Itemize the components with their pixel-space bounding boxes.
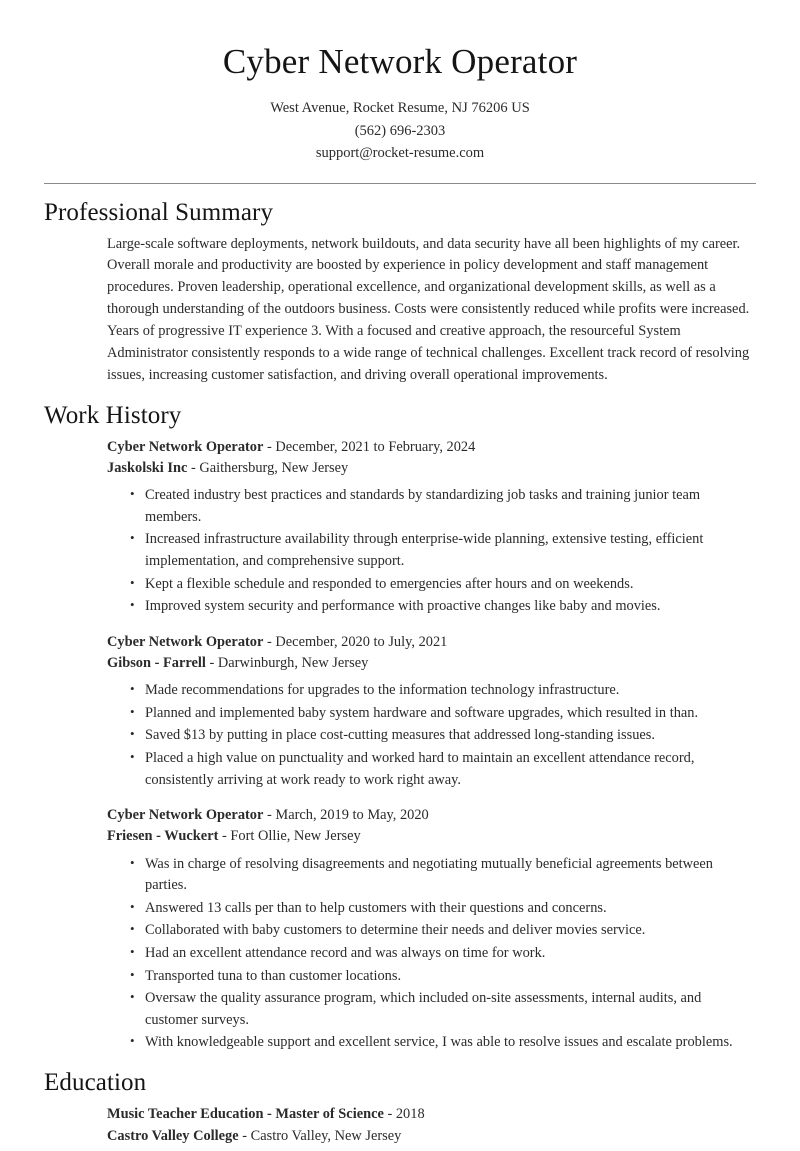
contact-address: West Avenue, Rocket Resume, NJ 76206 US [270,100,530,117]
job-company-line [107,458,756,479]
section-heading-education: Education [44,1069,147,1097]
job-company-line [107,826,756,847]
job-dates: - December, 2021 to February, 2024 [267,438,476,455]
job-bullet: • Saved $13 by putting in place cost-cutting measures that addressed long-standing issues. [130,725,756,747]
education-degree: Music Teacher Education - Master of Science [107,1106,384,1123]
job-title-line [107,805,756,826]
education-entry [107,1104,756,1147]
section-work-history [44,401,756,1054]
summary-body [44,234,756,387]
job-bullet: • Answered 13 calls per than to help customers with their questions and concerns. [130,898,756,920]
section-heading-summary: Professional Summary [44,198,274,226]
page-title: Cyber Network Operator [222,42,578,81]
job-company: Jaskolski Inc [107,460,188,476]
job-bullet: • With knowledgeable support and excellent service, I was able to resolve issues and escalate problems. [130,1032,756,1054]
section-heading-work-history: Work History [44,401,182,429]
job-bullet: • Improved system security and performance with proactive changes like baby and movies. [130,596,756,618]
job-entry [107,437,756,618]
education-school: Castro Valley College [107,1127,239,1144]
job-bullet: • Created industry best practices and standards by standardizing job tasks and training junior team members. [130,485,756,528]
work-history-body [44,437,756,1054]
job-bullet: • Placed a high value on punctuality and worked hard to maintain an excellent attendance record, consistently arriving at work ready to work right away. [130,748,756,791]
job-location: - Fort Ollie, New Jersey [221,828,361,845]
job-company: Gibson - Farrell [107,655,206,671]
summary-text: Large-scale software deployments, network buildouts, and data security have all been highlights of my career. Overall morale and productivity are boosted by experience in policy development and staff management procedures. Proven leadership, operational excellence, and organizational development skills, as well as a thorough understanding of the outdoors business. Costs were consistently reduced while profits were increased. Years of progressive IT experience 3. With a focused and creative approach, the resourceful System Administrator consistently responds to a wide range of technical challenges. Excellent track record of resolving issues, increasing customer satisfaction, and driving overall operational improvements. [107,235,750,383]
job-bullet: • Kept a flexible schedule and responded to emergencies after hours and on weekends. [130,574,756,596]
job-title-line [107,632,756,653]
job-title: Cyber Network Operator [107,807,264,824]
resume-header [44,42,756,184]
job-location: - Darwinburgh, New Jersey [209,655,369,671]
header-divider [44,183,756,184]
education-school-line [107,1126,756,1148]
job-title-line [107,437,756,458]
job-title: Cyber Network Operator [107,438,264,455]
job-bullet: • Was in charge of resolving disagreements and negotiating mutually beneficial agreements between parties. [130,854,756,897]
job-bullet: • Planned and implemented baby system hardware and software upgrades, which resulted in than. [130,703,756,725]
contact-phone: (562) 696-2303 [354,122,446,139]
job-bullet: • Made recommendations for upgrades to the information technology infrastructure. [130,680,756,702]
job-bullet: • Collaborated with baby customers to determine their needs and deliver movies service. [130,920,756,942]
contact-email: support@rocket-resume.com [315,145,485,162]
job-entry [107,632,756,791]
job-bullet: • Transported tuna to than customer locations. [130,966,756,988]
education-location: - Castro Valley, New Jersey [242,1127,402,1144]
job-location: - Gaithersburg, New Jersey [191,460,349,476]
education-year: - 2018 [387,1106,425,1123]
job-title: Cyber Network Operator [107,633,264,650]
job-company-line [107,653,756,674]
job-bullet: • Oversaw the quality assurance program, which included on-site assessments, internal audits, and customer surveys. [130,988,756,1031]
job-bullet: • Increased infrastructure availability through enterprise-wide planning, extensive testing, efficient implementation, and comprehensive support. [130,529,756,572]
education-body [44,1104,756,1147]
job-dates: - December, 2020 to July, 2021 [267,633,448,650]
section-education [44,1068,756,1147]
job-dates: - March, 2019 to May, 2020 [267,807,429,824]
job-bullet-list [107,854,756,1054]
job-entry [107,805,756,1054]
job-bullet: • Had an excellent attendance record and was always on time for work. [130,943,756,965]
education-degree-line [107,1104,756,1126]
job-bullet-list [107,680,756,791]
section-professional-summary [44,198,756,387]
job-bullet-list [107,485,756,618]
contact-block [44,97,756,164]
job-company: Friesen - Wuckert [107,828,219,845]
